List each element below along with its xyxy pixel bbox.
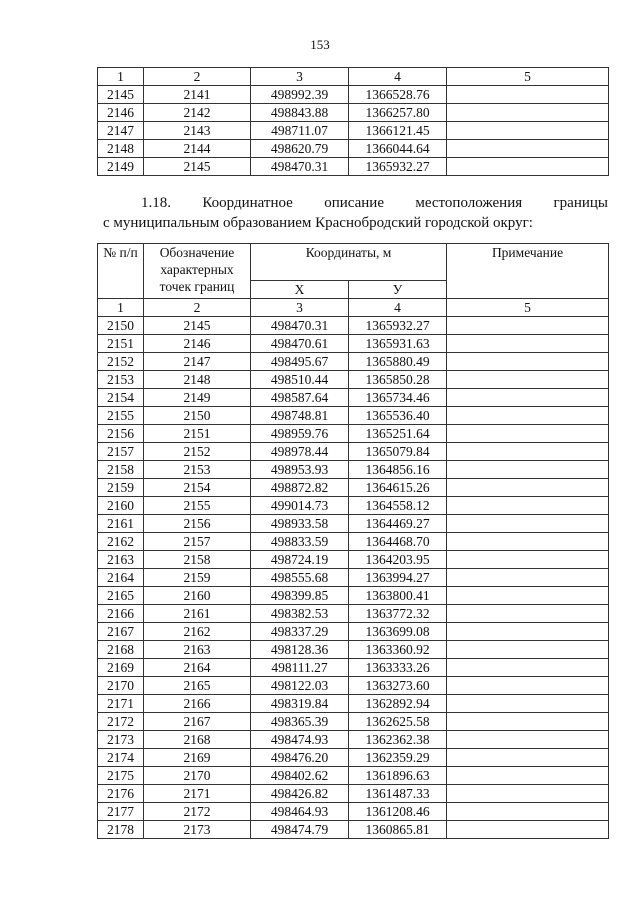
table-row (98, 767, 609, 785)
table-cell: 2152 (98, 353, 144, 371)
table-row (98, 425, 609, 443)
table-cell: 2153 (144, 461, 251, 479)
column-number: 1 (98, 68, 144, 86)
table-cell: 2173 (98, 731, 144, 749)
table-cell: 1362362.38 (349, 731, 447, 749)
table-cell: 1365734.46 (349, 389, 447, 407)
table-row (98, 140, 609, 158)
header-num: № п/п (98, 244, 144, 299)
table-cell: 2169 (144, 749, 251, 767)
table-cell: 2155 (98, 407, 144, 425)
table-cell (447, 551, 609, 569)
table-cell: 498476.20 (251, 749, 349, 767)
table-cell (447, 533, 609, 551)
header-x: Х (251, 281, 349, 299)
table-cell: 2172 (98, 713, 144, 731)
table-cell: 1363994.27 (349, 569, 447, 587)
table-row (98, 569, 609, 587)
table-cell: 2165 (144, 677, 251, 695)
table-cell: 2151 (98, 335, 144, 353)
table-cell: 2171 (144, 785, 251, 803)
table-cell: 1364856.16 (349, 461, 447, 479)
column-number: 3 (251, 68, 349, 86)
table-cell: 498474.93 (251, 731, 349, 749)
table-cell: 498122.03 (251, 677, 349, 695)
table-cell: 498620.79 (251, 140, 349, 158)
table-cell: 1365931.63 (349, 335, 447, 353)
table-cell (447, 335, 609, 353)
section-heading (103, 193, 608, 233)
table-row (98, 551, 609, 569)
column-number: 4 (349, 299, 447, 317)
table-cell: 498402.62 (251, 767, 349, 785)
table-row (98, 353, 609, 371)
table-cell: 1363772.32 (349, 605, 447, 623)
table-cell: 498992.39 (251, 86, 349, 104)
table-cell: 2157 (98, 443, 144, 461)
table-row (98, 443, 609, 461)
table-cell: 1365251.64 (349, 425, 447, 443)
table-cell: 499014.73 (251, 497, 349, 515)
table-cell (447, 86, 609, 104)
table-cell (447, 641, 609, 659)
table-cell (447, 731, 609, 749)
table-cell: 2154 (98, 389, 144, 407)
table-cell: 1364468.70 (349, 533, 447, 551)
table-cell: 1365850.28 (349, 371, 447, 389)
table-cell: 2150 (98, 317, 144, 335)
table-cell: 2174 (98, 749, 144, 767)
table-cell: 2156 (98, 425, 144, 443)
table-cell: 2158 (144, 551, 251, 569)
table-cell: 1364203.95 (349, 551, 447, 569)
table-cell: 1363800.41 (349, 587, 447, 605)
table-cell (447, 407, 609, 425)
column-number: 4 (349, 68, 447, 86)
table-cell: 2167 (144, 713, 251, 731)
table-cell: 1365536.40 (349, 407, 447, 425)
table-row (98, 641, 609, 659)
table-row (98, 659, 609, 677)
table-row (98, 389, 609, 407)
table-cell: 498470.31 (251, 317, 349, 335)
table-cell: 1362359.29 (349, 749, 447, 767)
table-cell (447, 371, 609, 389)
table-cell: 498933.58 (251, 515, 349, 533)
table-row (98, 317, 609, 335)
table-cell: 2162 (98, 533, 144, 551)
table-cell (447, 461, 609, 479)
table-cell (447, 443, 609, 461)
table-cell: 1363273.60 (349, 677, 447, 695)
table-row (98, 371, 609, 389)
table-cell: 1366528.76 (349, 86, 447, 104)
table-row (98, 335, 609, 353)
table-cell: 2169 (98, 659, 144, 677)
table-cell (447, 785, 609, 803)
table-row (98, 86, 609, 104)
table-cell: 498365.39 (251, 713, 349, 731)
table-cell (447, 104, 609, 122)
table-cell: 2154 (144, 479, 251, 497)
table-cell: 1365932.27 (349, 317, 447, 335)
table-cell: 2167 (98, 623, 144, 641)
column-number: 5 (447, 299, 609, 317)
column-number: 1 (98, 299, 144, 317)
table-cell (447, 479, 609, 497)
table-row (98, 677, 609, 695)
table-cell: 2164 (98, 569, 144, 587)
table-cell: 2149 (98, 158, 144, 176)
table-row (98, 515, 609, 533)
table-header-row (98, 244, 609, 281)
table-cell (447, 158, 609, 176)
table-cell: 1362892.94 (349, 695, 447, 713)
table-cell: 2159 (98, 479, 144, 497)
table-cell: 498470.31 (251, 158, 349, 176)
table-cell: 2156 (144, 515, 251, 533)
header-note: Примечание (447, 244, 609, 299)
table-cell: 2170 (144, 767, 251, 785)
table-cell: 2177 (98, 803, 144, 821)
header-y: У (349, 281, 447, 299)
table-cell (447, 140, 609, 158)
table-cell: 2145 (98, 86, 144, 104)
table-cell: 2146 (98, 104, 144, 122)
table-cell: 2168 (144, 731, 251, 749)
table-row (98, 785, 609, 803)
table-cell: 2173 (144, 821, 251, 839)
table-cell: 498337.29 (251, 623, 349, 641)
table-cell: 2162 (144, 623, 251, 641)
column-number: 5 (447, 68, 609, 86)
table-cell: 1361896.63 (349, 767, 447, 785)
table-cell: 498319.84 (251, 695, 349, 713)
table-cell: 2166 (144, 695, 251, 713)
table-cell: 2153 (98, 371, 144, 389)
column-number-row (98, 299, 609, 317)
table-cell (447, 659, 609, 677)
table-cell: 2178 (98, 821, 144, 839)
table-row (98, 695, 609, 713)
table-cell: 2159 (144, 569, 251, 587)
table-cell: 2141 (144, 86, 251, 104)
table-row (98, 821, 609, 839)
table-cell (447, 122, 609, 140)
table-cell: 1364469.27 (349, 515, 447, 533)
table-row (98, 713, 609, 731)
table-cell: 2150 (144, 407, 251, 425)
table-cell: 498464.93 (251, 803, 349, 821)
table-cell: 1365932.27 (349, 158, 447, 176)
table-row (98, 158, 609, 176)
table-cell: 498748.81 (251, 407, 349, 425)
table-cell: 1363360.92 (349, 641, 447, 659)
table-cell: 498587.64 (251, 389, 349, 407)
table-cell: 498724.19 (251, 551, 349, 569)
table-row (98, 461, 609, 479)
table-cell: 1361208.46 (349, 803, 447, 821)
table-cell: 1365079.84 (349, 443, 447, 461)
table-cell (447, 677, 609, 695)
table-cell: 2143 (144, 122, 251, 140)
table-cell: 2147 (144, 353, 251, 371)
table-cell: 2160 (98, 497, 144, 515)
table-cell (447, 389, 609, 407)
table-cell: 498953.93 (251, 461, 349, 479)
table-cell: 2176 (98, 785, 144, 803)
header-coordinates: Координаты, м (251, 244, 447, 281)
table-cell: 2165 (98, 587, 144, 605)
table-row (98, 749, 609, 767)
table-cell: 2151 (144, 425, 251, 443)
table-cell: 2161 (144, 605, 251, 623)
table-row (98, 479, 609, 497)
table-cell: 1366257.80 (349, 104, 447, 122)
table-cell: 2145 (144, 158, 251, 176)
table-cell: 498128.36 (251, 641, 349, 659)
table-cell: 1360865.81 (349, 821, 447, 839)
table-cell (447, 515, 609, 533)
table-cell (447, 767, 609, 785)
table-cell (447, 587, 609, 605)
table-row (98, 122, 609, 140)
table-cell: 2158 (98, 461, 144, 479)
table-cell: 1363699.08 (349, 623, 447, 641)
coordinates-table-continued (97, 67, 609, 176)
table-cell (447, 317, 609, 335)
section-heading-line-1: 1.18. Координатное описание местоположения границы (141, 195, 608, 211)
table-cell: 498872.82 (251, 479, 349, 497)
table-cell: 2152 (144, 443, 251, 461)
table-cell: 2149 (144, 389, 251, 407)
header-designation: Обозначение характерных точек границ (144, 244, 251, 299)
table-cell: 2148 (144, 371, 251, 389)
table-cell: 1365880.49 (349, 353, 447, 371)
table-cell: 2172 (144, 803, 251, 821)
column-number: 2 (144, 68, 251, 86)
table-cell: 2144 (144, 140, 251, 158)
table-cell: 2175 (98, 767, 144, 785)
coordinates-table (97, 243, 609, 839)
table-cell: 1366121.45 (349, 122, 447, 140)
table-cell: 1362625.58 (349, 713, 447, 731)
table-cell: 498399.85 (251, 587, 349, 605)
table-cell: 2157 (144, 533, 251, 551)
table-cell: 498111.27 (251, 659, 349, 677)
table-cell: 1366044.64 (349, 140, 447, 158)
table-cell: 2168 (98, 641, 144, 659)
table-cell: 498470.61 (251, 335, 349, 353)
table-cell: 498426.82 (251, 785, 349, 803)
table-cell (447, 749, 609, 767)
table-cell: 498495.67 (251, 353, 349, 371)
table-row (98, 497, 609, 515)
table-row (98, 605, 609, 623)
table-cell: 1364558.12 (349, 497, 447, 515)
table-row (98, 731, 609, 749)
table-cell: 498959.76 (251, 425, 349, 443)
table-cell (447, 569, 609, 587)
table-row (98, 623, 609, 641)
table-row (98, 104, 609, 122)
column-number: 2 (144, 299, 251, 317)
table-cell: 1364615.26 (349, 479, 447, 497)
table-cell: 2171 (98, 695, 144, 713)
table-cell: 498978.44 (251, 443, 349, 461)
table-cell: 498711.07 (251, 122, 349, 140)
page-number: 153 (310, 37, 330, 52)
table-cell: 1361487.33 (349, 785, 447, 803)
table-cell: 2164 (144, 659, 251, 677)
table-cell: 2147 (98, 122, 144, 140)
table-cell: 2166 (98, 605, 144, 623)
table-cell (447, 425, 609, 443)
table-cell: 2163 (144, 641, 251, 659)
table-cell: 2148 (98, 140, 144, 158)
table-cell: 2142 (144, 104, 251, 122)
table-row (98, 407, 609, 425)
table-row (98, 587, 609, 605)
table-cell (447, 695, 609, 713)
table-cell: 2146 (144, 335, 251, 353)
table-cell: 498474.79 (251, 821, 349, 839)
table-cell: 2145 (144, 317, 251, 335)
column-number: 3 (251, 299, 349, 317)
table-cell: 2161 (98, 515, 144, 533)
table-cell: 498382.53 (251, 605, 349, 623)
table-cell: 498510.44 (251, 371, 349, 389)
table-cell: 498833.59 (251, 533, 349, 551)
table-cell (447, 623, 609, 641)
table-cell (447, 821, 609, 839)
table-cell (447, 353, 609, 371)
table-cell (447, 605, 609, 623)
table-cell (447, 713, 609, 731)
table-cell: 2155 (144, 497, 251, 515)
column-number-row (98, 68, 609, 86)
table-cell: 1363333.26 (349, 659, 447, 677)
table-cell: 2163 (98, 551, 144, 569)
table-cell (447, 803, 609, 821)
table-row (98, 533, 609, 551)
table-cell: 498843.88 (251, 104, 349, 122)
table-row (98, 803, 609, 821)
table-cell (447, 497, 609, 515)
table-cell: 2170 (98, 677, 144, 695)
table-cell: 498555.68 (251, 569, 349, 587)
section-heading-line-2: с муниципальным образованием Краснобродский городской округ: (103, 215, 533, 231)
table-cell: 2160 (144, 587, 251, 605)
